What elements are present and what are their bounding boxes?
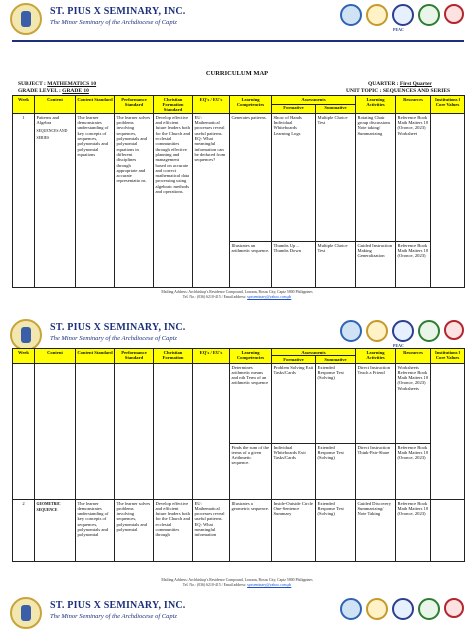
col-assessments: Assessments [272,349,356,356]
col-resources: Resources [396,96,431,114]
peac-logo [392,320,414,342]
page-1-header [0,0,474,38]
content-title: Patterns and Algebra [36,114,60,126]
table-row [13,499,465,561]
cell-competency: Determines arithmetic means and nth Term of an arithmetic sequence [230,363,272,443]
col-formative: Formative [272,104,316,113]
cell-resources: Reference Book Math Matters 10 (Oronce, 2023) [396,499,431,561]
cell-core-values [431,363,465,499]
cell-summative: Multiple Choice Test [316,113,356,241]
subject-value: MATHEMATICS 10 [47,81,97,87]
archdiocese-logo [366,320,388,342]
accreditation-logo [418,4,440,26]
col-content-standard: Content Standard [76,349,115,364]
header-rule [12,40,464,42]
school-motto: The Minor Seminary of the Archdiocese of Capiz [50,19,177,26]
col-learning-competencies: Learning Competencies [230,96,272,114]
col-performance-standard: Performance Standard [115,349,154,364]
school-motto: The Minor Seminary of the Archdiocese of Capiz [50,335,177,342]
page-2 [0,316,474,616]
table-row [13,113,465,241]
col-learning-competencies: Learning Competencies [230,349,272,364]
cell-core-values [431,113,465,287]
seminary-seal-logo [10,319,42,351]
subject-line [18,81,96,87]
cell-activities: Direct Instruction Think-Pair-Share [356,443,396,499]
cell-eq-eu: EU: Mathematical processes reveal useful patterns. EQ: What meaningful information [193,499,230,561]
col-performance-standard: Performance Standard [115,96,154,114]
col-assessments: Assessments [272,96,356,105]
seminary-seal-logo [10,3,42,35]
cell-competency: Finds the sum of the terms of a given Arithmetic sequence. [230,443,272,499]
peac-badge-text: PEAC [393,343,404,348]
col-christian-formation: Christian Formation Standard [154,96,193,114]
cell-resources: Reference Book Math Matters 10 (Oronce, 2023) [396,443,431,499]
cell-formative: Inside-Outside Circle One-Sentence Summary [272,499,316,561]
cell-competency: Generates patterns. [230,113,272,241]
col-core-values: Institutions l Core Values [431,349,465,364]
quarter-label: QUARTER : [368,81,399,87]
cell-formative: Thumbs Up – Thumbs Down [272,241,316,287]
page-3 [0,594,474,632]
cell-content-standard: The learner demonstrates understanding of key concepts of sequences, polynomials and polynomial [76,499,115,561]
cell-eq-eu: EU: Mathematical processes reveal useful patterns. EQ: What meaningful information can be deduced from sequences? [193,113,230,287]
header-row [13,349,465,356]
cell-summative: Extended Response Test (Solving) [316,363,356,443]
peac-logo [392,598,414,620]
page-3-header [0,594,474,632]
contact-line [0,583,474,588]
cell-eq-eu [193,363,230,499]
col-content: Content [35,96,76,114]
cell-activities: Guided Instruction Making Generalization [356,241,396,287]
col-formative: Formative [272,356,316,363]
cell-content [35,363,76,499]
curriculum-map-table-1 [12,95,465,288]
cell-week: 2 [13,499,35,561]
deped-logo [340,598,362,620]
col-summative: Summative [316,104,356,113]
cell-performance-standard [115,363,154,499]
cell-week: 1 [13,113,35,287]
cell-summative: Multiple Choice Test [316,241,356,287]
school-name: ST. PIUS X SEMINARY, INC. [50,322,186,333]
cell-resources: Worksheets Reference Book Math Matters 10 (Oronce, 2023) Worksheets [396,363,431,443]
col-content-standard: Content Standard [76,96,115,114]
col-content: Content [35,349,76,364]
col-learning-activities: Learning Activities [356,349,396,364]
page-2-footer [0,578,474,587]
accreditation-logo [418,598,440,620]
mailing-address: Mailing Address: Archbishop's Residence Compound, Lawaan, Roxas City, Capiz 5800 Philippines [161,578,313,582]
partner-logo [444,4,464,24]
col-learning-activities: Learning Activities [356,96,396,114]
col-week: Week [13,96,35,114]
accreditation-logo [418,320,440,342]
email-link[interactable]: spxseminary@yahoo.com.ph [247,294,292,299]
cell-activities: Rotating Chair group discussions Note taking/ Summarizing [356,113,396,241]
school-name: ST. PIUS X SEMINARY, INC. [50,6,186,17]
cell-formative: Problem Solving Exit Tasks/Cards [272,363,316,443]
cell-christian-formation [154,363,193,499]
col-eq-eu: EQ's / EU's [193,96,230,114]
cell-core-values [431,499,465,561]
contact-line [0,295,474,300]
cell-competency: Illustrates a geometric sequence. [230,499,272,561]
grade-value: GRADE 10 [62,88,89,94]
archdiocese-logo [366,598,388,620]
col-core-values: Institutions l Core Values [431,96,465,114]
email-link[interactable]: spxseminary@yahoo.com.ph [247,582,292,587]
peac-logo [392,4,414,26]
unit-line [346,88,450,94]
partner-logo [444,320,464,340]
cell-summative: Extended Response Test (Solving) [316,499,356,561]
deped-logo [340,4,362,26]
deped-logo [340,320,362,342]
school-motto: The Minor Seminary of the Archdiocese of Capiz [50,613,177,620]
grade-label: GRADE LEVEL : [18,88,61,94]
quarter-line [368,81,432,87]
content-title: GEOMETRIC SEQUENCE [36,501,61,512]
curriculum-map-table-2 [12,348,465,562]
cell-resources: Reference Book Math Matters 10 (Oronce, 2023) [396,241,431,287]
peac-badge-text: PEAC [393,27,404,32]
page-1 [0,0,474,300]
cell-formative: Show of Hands Individual Whiteboards Learning Logs [272,113,316,241]
unit-label: UNIT TOPIC : [346,88,382,94]
quarter-value: First Quarter [399,81,432,87]
cell-competency: Illustrates an arithmetic sequence. [230,241,272,287]
archdiocese-logo [366,4,388,26]
cell-formative: Individual Whiteboards Exit Tasks/Cards [272,443,316,499]
cell-performance-standard: The learner solves problems involving sequences, polynomials and polynomial [115,499,154,561]
mailing-address: Mailing Address: Archbishop's Residence Compound, Lawaan, Roxas City, Capiz 5800 Philippines [161,290,313,294]
col-christian-formation: Christian Formation [154,349,193,364]
header-row [13,96,465,105]
cell-activities: Guided Discovery Summarizing/ Note Taking [356,499,396,561]
cell-week [13,363,35,499]
table-row [13,363,465,443]
cell-performance-standard: The learner solves problems involving sequences, polynomials and polynomial equations in different disciplines through appropriate and accurate representatio ns. [115,113,154,287]
seminary-seal-logo [10,597,42,629]
col-summative: Summative [316,356,356,363]
cell-content-standard: The learner demonstrates understanding of key concepts of sequences, polynomials and polynomial equations [76,113,115,287]
subject-label: SUBJECT : [18,81,46,87]
cell-content [35,113,76,287]
grade-line [18,88,89,94]
col-resources: Resources [396,349,431,364]
contact-prefix: Tel. No.: (036) 6210-415 / Email address: [182,294,247,299]
page-1-footer [0,290,474,299]
document-title: CURRICULUM MAP [205,70,269,77]
cell-content [35,499,76,561]
content-subtitle: SEQUENCES AND SERIES [36,129,68,140]
cell-summative: Extended Response Test (Solving) [316,443,356,499]
cell-content-standard [76,363,115,499]
cell-christian-formation: Develop effective and efficient future leaders both for the Church and ecclesial communities through effective planning and management based on accurate and correct mathematical data processing using algebraic methods and operations. [154,113,193,287]
cell-activities: Direct Instruction Teach a Friend [356,363,396,443]
contact-prefix: Tel. No.: (036) 6210-415 / Email address: [182,582,247,587]
col-eq-eu: EQ's / EU's [193,349,230,364]
school-name: ST. PIUS X SEMINARY, INC. [50,600,186,611]
unit-value: SEQUENCES AND SERIES [382,88,451,94]
cell-christian-formation: Develop effective and efficient future leaders both for the Church and ecclesial communities through [154,499,193,561]
col-week: Week [13,349,35,364]
cell-resources: Reference Book Math Matters 10 (Oronce, 2023) Worksheet [396,113,431,241]
partner-logo [444,598,464,618]
